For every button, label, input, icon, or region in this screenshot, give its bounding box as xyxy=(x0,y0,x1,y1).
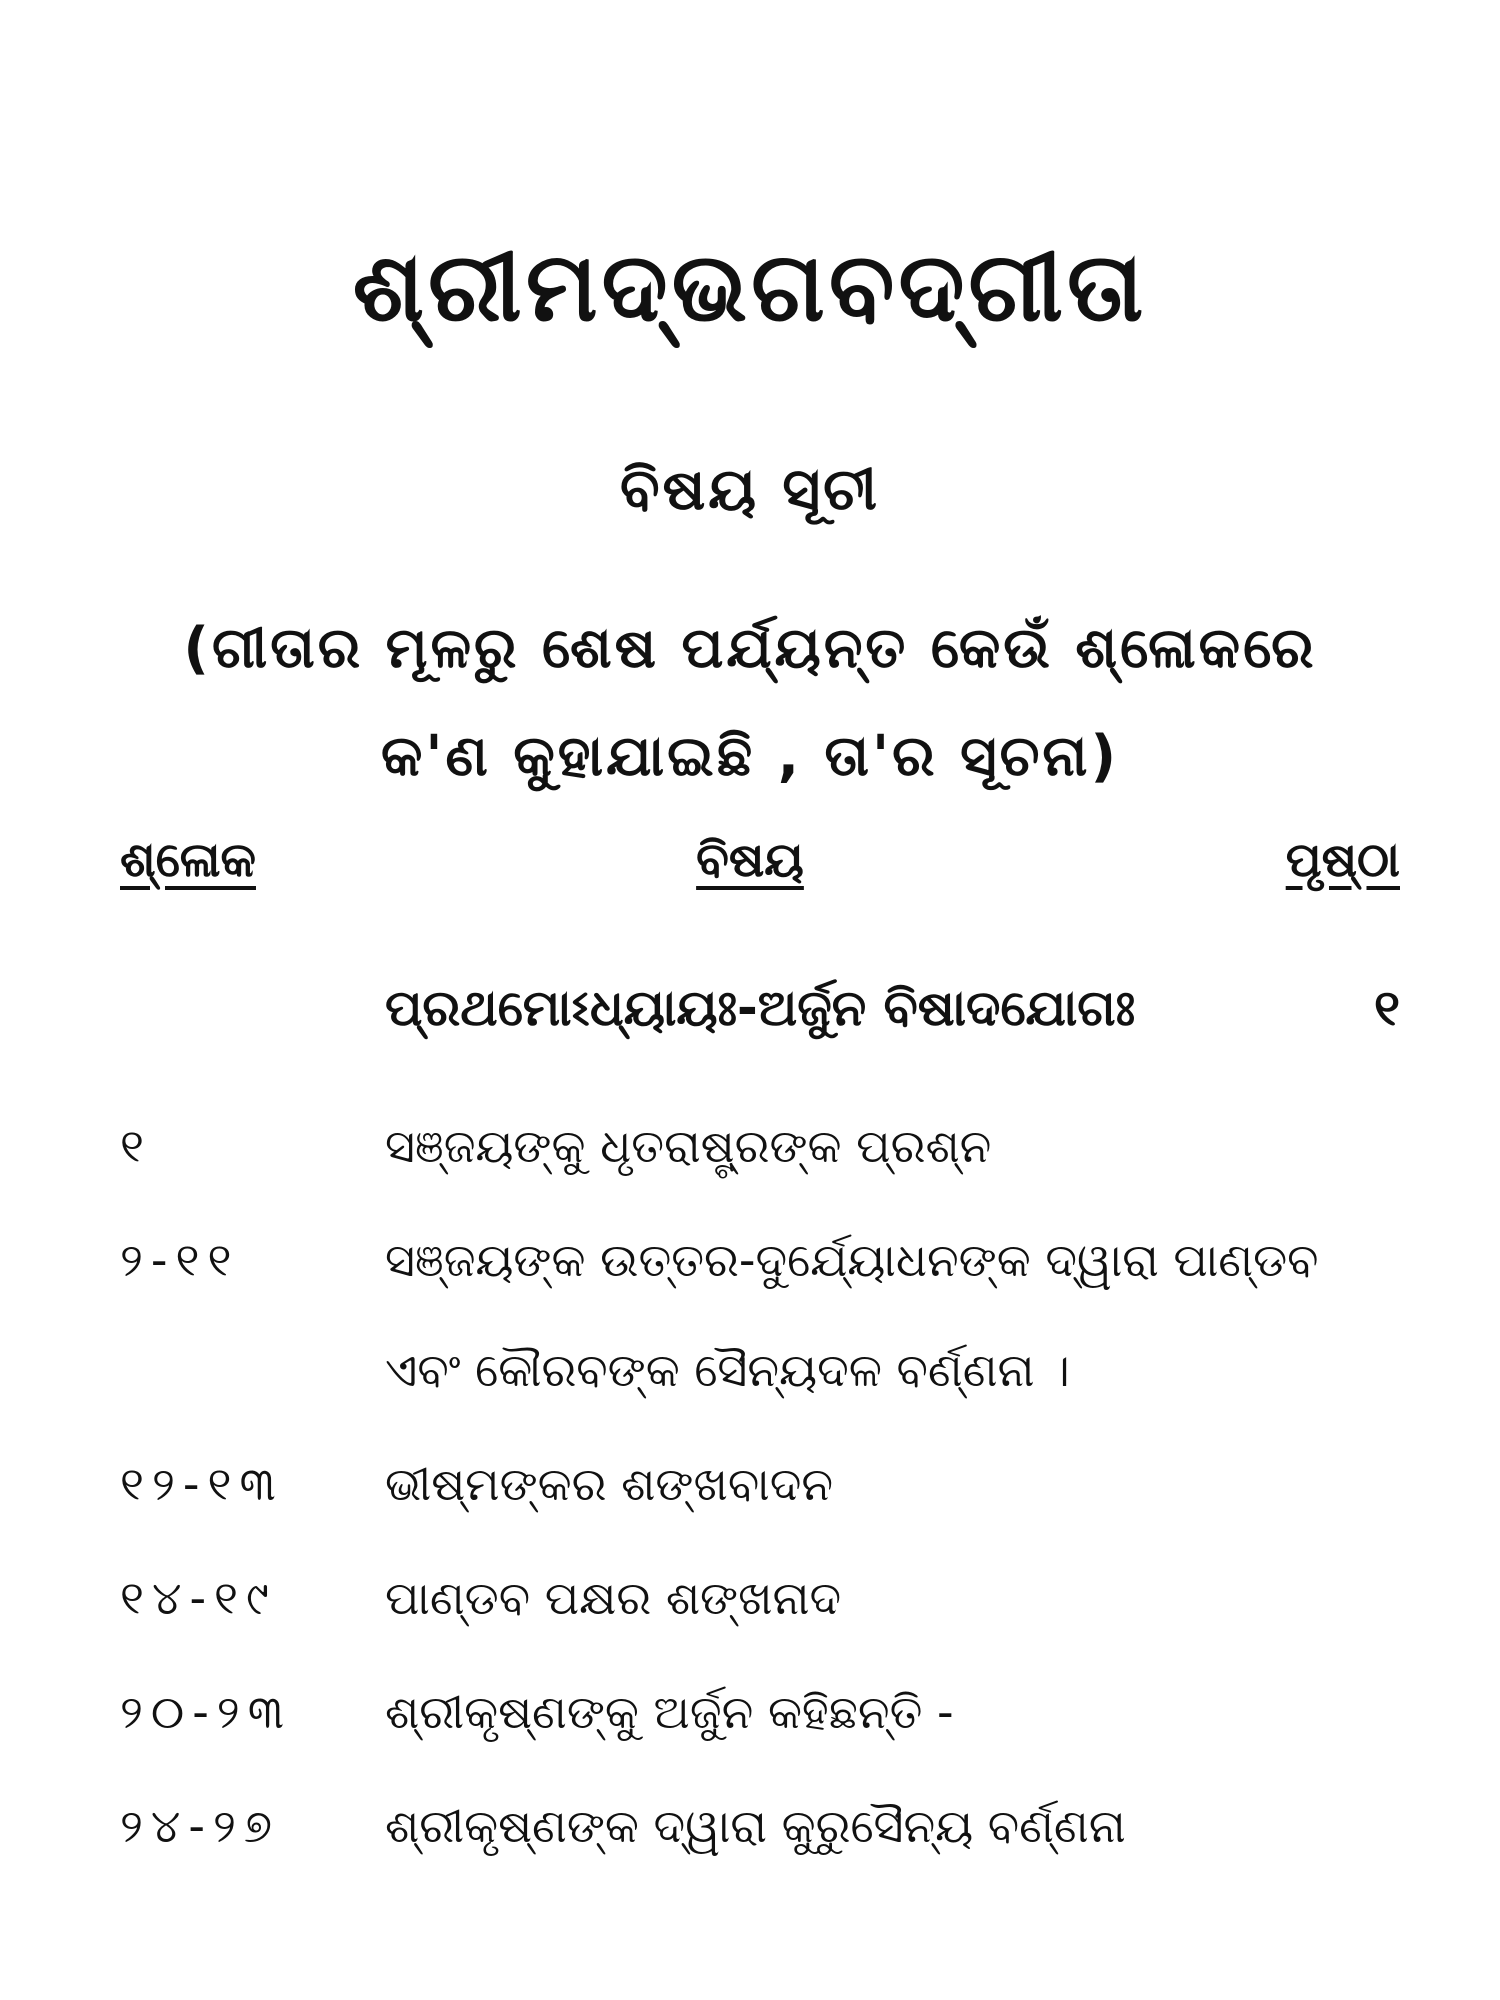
entry-verses: ୨-୧୧ xyxy=(120,1233,240,1287)
entry-topic xyxy=(385,1110,1400,1182)
entry-topic xyxy=(385,1562,1400,1634)
contents-note: (ଗୀତାର ମୂଳରୁ ଶେଷ ପର୍ଯ୍ୟନ୍ତ କେଉଁ ଶ୍ଳୋକରେ କ'ଣ କୁହାଯାଇଛି , ତା'ର ସୂଚନା) xyxy=(183,616,1317,789)
entry-topic xyxy=(385,1790,1400,1862)
entry-topic-line: ସଞ୍ଜୟଙ୍କୁ ଧୃତରାଷ୍ଟ୍ରଙ୍କ ପ୍ରଶ୍ନ xyxy=(385,1119,992,1173)
column-header-shloka: ଶ୍ଳୋକ xyxy=(120,832,256,888)
entry-topic-line: ଶ୍ରୀକୃଷ୍ଣଙ୍କୁ ଅର୍ଜୁନ କହିଛନ୍ତି - xyxy=(385,1685,954,1739)
entry-topic-line: ଭୀଷ୍ମଙ୍କର ଶଙ୍ଖବାଦନ xyxy=(385,1457,834,1511)
chapter-heading: ପ୍ରଥମୋଽଧ୍ୟାୟଃ-ଅର୍ଜୁନ ବିଷାଦଯୋଗଃ xyxy=(385,979,1136,1037)
entry-verses: ୨୪-୨୭ xyxy=(120,1799,281,1853)
entry-verses: ୧୨-୧୩ xyxy=(120,1457,284,1511)
page-title: ଶ୍ରୀମଦ୍‌ଭଗବଦ୍‌ଗୀତା xyxy=(352,231,1148,343)
chapter-page-number: ୧ xyxy=(1373,979,1400,1037)
contents-list xyxy=(120,1110,1400,1904)
entry-verses: ୧୪-୧୯ xyxy=(120,1571,277,1625)
entry-topic xyxy=(385,1224,1400,1406)
entry-topic xyxy=(385,1676,1400,1748)
contents-entry xyxy=(120,1790,1400,1862)
column-header-vishaya: ବିଷୟ xyxy=(696,832,804,888)
entry-topic-line: ସଞ୍ଜୟଙ୍କ ଉତ୍ତର-ଦୁର୍ଯ୍ୟୋଧନଙ୍କ ଦ୍ୱାରା ପାଣ୍ଡବ xyxy=(385,1233,1319,1287)
column-header-prishtha: ପୃଷ୍ଠା xyxy=(1285,832,1400,888)
entry-verses: ୨୦-୨୩ xyxy=(120,1685,292,1739)
entry-topic-line: ପାଣ୍ଡବ ପକ୍ଷର ଶଙ୍ଖନାଦ xyxy=(385,1571,842,1625)
contents-entry xyxy=(120,1676,1400,1748)
entry-topic xyxy=(385,1448,1400,1520)
entry-topic-line: ଶ୍ରୀକୃଷ୍ଣଙ୍କ ଦ୍ୱାରା କୁରୁସୈନ୍ୟ ବର୍ଣ୍ଣନା xyxy=(385,1799,1126,1853)
contents-entry xyxy=(120,1110,1400,1182)
contents-entry xyxy=(120,1562,1400,1634)
contents-entry xyxy=(120,1448,1400,1520)
entry-verses: ୧ xyxy=(120,1119,152,1173)
entry-topic-line: ଏବଂ କୌରବଙ୍କ ସୈନ୍ୟଦଳ ବର୍ଣ୍ଣନା । xyxy=(385,1343,1070,1397)
contents-entry xyxy=(120,1224,1400,1406)
page-subtitle: ବିଷୟ ସୂଚୀ xyxy=(619,455,881,523)
